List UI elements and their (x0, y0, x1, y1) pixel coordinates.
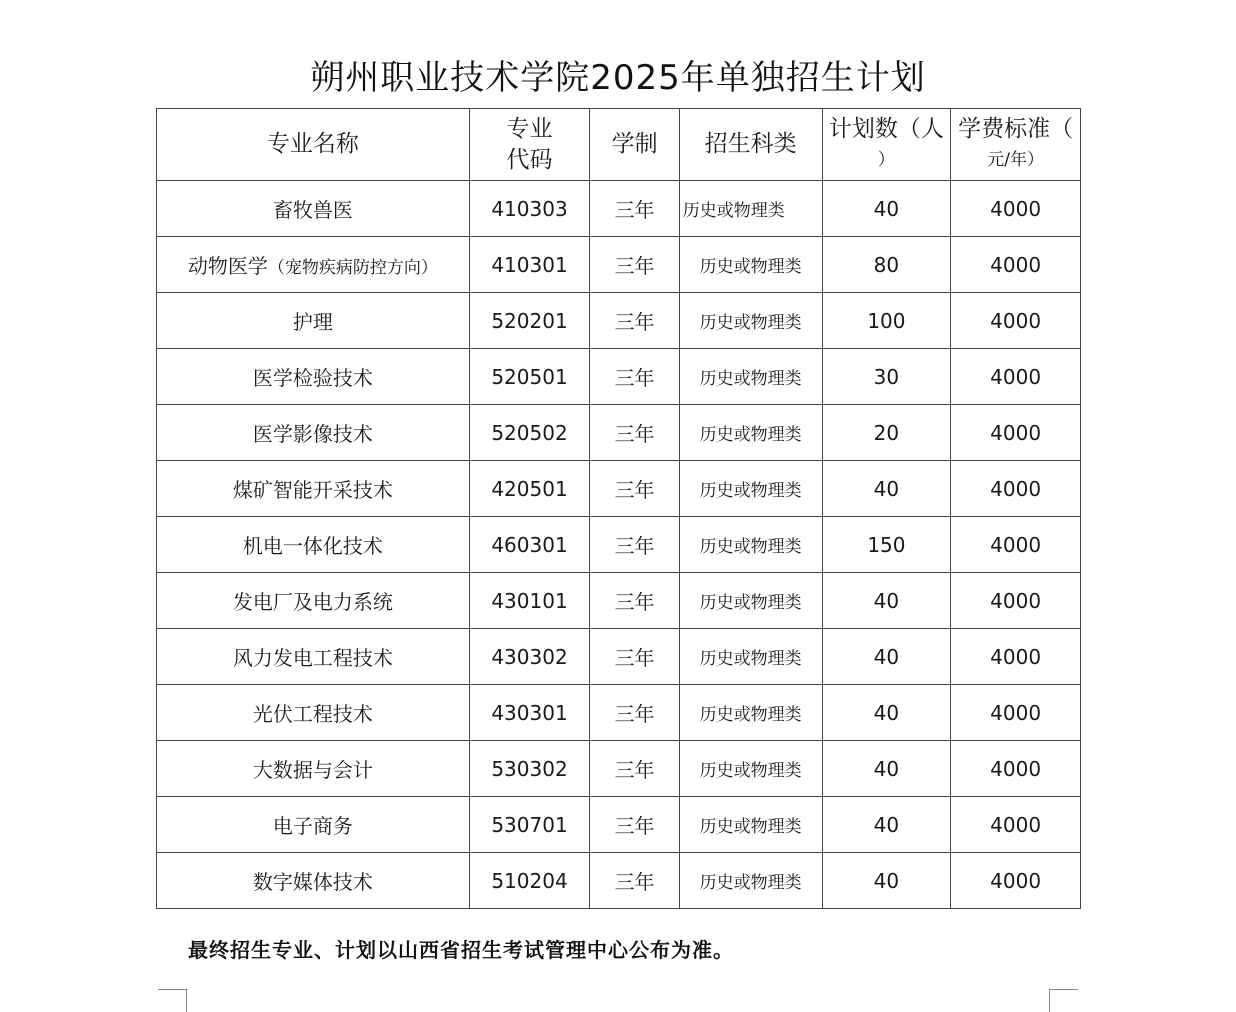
cell-major: 医学检验技术 (157, 349, 470, 405)
cell-count: 30 (822, 349, 951, 405)
table-row (157, 461, 1081, 517)
cell-code: 520502 (469, 405, 590, 461)
cell-major: 护理 (157, 293, 470, 349)
cell-fee: 4000 (951, 797, 1081, 853)
table-row (157, 517, 1081, 573)
cell-fee: 4000 (951, 405, 1081, 461)
cell-category: 历史或物理类 (679, 349, 822, 405)
cell-major: 数字媒体技术 (157, 853, 470, 909)
cell-major: 煤矿智能开采技术 (157, 461, 470, 517)
cell-duration: 三年 (590, 797, 679, 853)
table-row (157, 237, 1081, 293)
cell-code: 520201 (469, 293, 590, 349)
enrollment-plan-table (156, 108, 1081, 909)
cell-fee: 4000 (951, 517, 1081, 573)
cell-duration: 三年 (590, 685, 679, 741)
header-category: 招生科类 (679, 109, 822, 181)
header-count: 计划数（人 ） (822, 109, 951, 181)
table-row (157, 293, 1081, 349)
table-row (157, 853, 1081, 909)
cell-category: 历史或物理类 (679, 629, 822, 685)
table-row (157, 797, 1081, 853)
page-title: 朔州职业技术学院2025年单独招生计划 (310, 58, 926, 98)
cell-major: 机电一体化技术 (157, 517, 470, 573)
cell-count: 40 (822, 741, 951, 797)
cell-major: 电子商务 (157, 797, 470, 853)
cell-duration: 三年 (590, 853, 679, 909)
cell-duration: 三年 (590, 517, 679, 573)
cell-duration: 三年 (590, 293, 679, 349)
cell-count: 40 (822, 797, 951, 853)
cell-code: 410303 (469, 181, 590, 237)
cell-category: 历史或物理类 (679, 181, 822, 237)
cell-count: 40 (822, 181, 951, 237)
cell-major: 大数据与会计 (157, 741, 470, 797)
cell-code: 410301 (469, 237, 590, 293)
cell-fee: 4000 (951, 573, 1081, 629)
cell-category: 历史或物理类 (679, 573, 822, 629)
cell-fee: 4000 (951, 349, 1081, 405)
cell-count: 40 (822, 461, 951, 517)
cell-duration: 三年 (590, 405, 679, 461)
cell-count: 40 (822, 629, 951, 685)
cell-duration: 三年 (590, 181, 679, 237)
table-row (157, 405, 1081, 461)
cell-major: 风力发电工程技术 (157, 629, 470, 685)
cell-duration: 三年 (590, 741, 679, 797)
cell-code: 430101 (469, 573, 590, 629)
header-major: 专业名称 (157, 109, 470, 181)
cell-count: 80 (822, 237, 951, 293)
cell-fee: 4000 (951, 685, 1081, 741)
cell-major: 动物医学（宠物疾病防控方向） (157, 237, 470, 293)
cell-duration: 三年 (590, 349, 679, 405)
cell-category: 历史或物理类 (679, 461, 822, 517)
cell-code: 420501 (469, 461, 590, 517)
cell-category: 历史或物理类 (679, 293, 822, 349)
cell-count: 20 (822, 405, 951, 461)
cell-count: 40 (822, 853, 951, 909)
cell-code: 530701 (469, 797, 590, 853)
cell-duration: 三年 (590, 629, 679, 685)
cell-fee: 4000 (951, 181, 1081, 237)
cell-fee: 4000 (951, 293, 1081, 349)
cell-code: 530302 (469, 741, 590, 797)
cell-major: 医学影像技术 (157, 405, 470, 461)
cell-category: 历史或物理类 (679, 853, 822, 909)
table-header-row (157, 109, 1081, 181)
cell-fee: 4000 (951, 461, 1081, 517)
cell-major: 光伏工程技术 (157, 685, 470, 741)
cell-category: 历史或物理类 (679, 797, 822, 853)
cell-category: 历史或物理类 (679, 741, 822, 797)
table-row (157, 349, 1081, 405)
cell-duration: 三年 (590, 237, 679, 293)
cell-code: 520501 (469, 349, 590, 405)
table-row (157, 685, 1081, 741)
table-row (157, 629, 1081, 685)
cell-count: 100 (822, 293, 951, 349)
cell-category: 历史或物理类 (679, 405, 822, 461)
table-row (157, 741, 1081, 797)
header-code: 专业 代码 (469, 109, 590, 181)
cell-category: 历史或物理类 (679, 237, 822, 293)
page-corner-mark-right (1049, 989, 1078, 1012)
header-fee: 学费标准（ 元/年） (951, 109, 1081, 181)
cell-count: 40 (822, 685, 951, 741)
footnote: 最终招生专业、计划以山西省招生考试管理中心公布为准。 (188, 938, 734, 962)
cell-fee: 4000 (951, 629, 1081, 685)
table-row (157, 573, 1081, 629)
page-corner-mark-left (158, 989, 187, 1012)
cell-fee: 4000 (951, 853, 1081, 909)
cell-code: 460301 (469, 517, 590, 573)
cell-count: 40 (822, 573, 951, 629)
cell-code: 430301 (469, 685, 590, 741)
cell-major: 发电厂及电力系统 (157, 573, 470, 629)
cell-count: 150 (822, 517, 951, 573)
cell-duration: 三年 (590, 573, 679, 629)
cell-fee: 4000 (951, 237, 1081, 293)
cell-major: 畜牧兽医 (157, 181, 470, 237)
cell-duration: 三年 (590, 461, 679, 517)
cell-category: 历史或物理类 (679, 685, 822, 741)
cell-fee: 4000 (951, 741, 1081, 797)
table-row (157, 181, 1081, 237)
cell-category: 历史或物理类 (679, 517, 822, 573)
cell-code: 430302 (469, 629, 590, 685)
cell-code: 510204 (469, 853, 590, 909)
header-duration: 学制 (590, 109, 679, 181)
major-note: （宠物疾病防控方向） (267, 258, 438, 278)
